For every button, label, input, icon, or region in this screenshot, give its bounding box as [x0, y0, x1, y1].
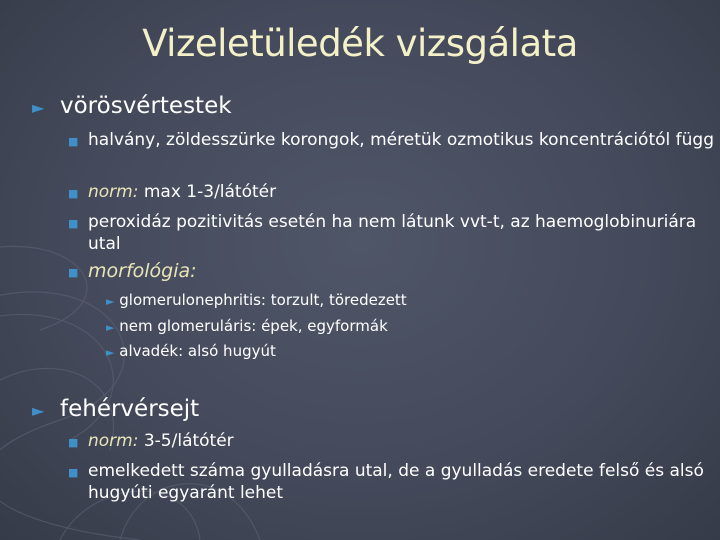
list-item: ■ norm: max 1-3/látótér: [68, 181, 716, 203]
square-bullet-icon: ■: [68, 217, 79, 230]
list-item: ■ norm: 3-5/látótér: [68, 430, 716, 452]
square-bullet-icon: ■: [68, 466, 79, 479]
slide-title: Vizeletüledék vizsgálata: [142, 22, 578, 65]
sub-list-item: ► glomerulonephritis: torzult, töredezett: [106, 291, 407, 309]
square-bullet-icon: ■: [68, 436, 79, 449]
list-item: ■ peroxidáz pozitivitás esetén ha nem látunk vvt-t, az haemoglobinuriára utal: [68, 212, 697, 254]
arrow-bullet-icon: ►: [106, 346, 115, 359]
sub-list-item: ► alvadék: alsó hugyút: [106, 342, 276, 360]
list-item: ■ halvány, zöldesszürke korongok, méretük ozmotikus koncentrációtól függ: [68, 129, 716, 151]
slide: Vizeletüledék vizsgálata ► vörösvértestek ■ halvány, zöldesszürke korongok, méretük ozmotikus koncentrációtól függ ■ norm: max 1-3/látótér ■ peroxidáz pozitivitás esetén ha nem látunk vvt-t, az haemoglobinuriára utal ■ morfológia: ► glomerulonephritis: torzult, töredezett ► nem glomeruláris: épek, egyformák ► alvadék: alsó hugyút ► fehérvérsejt ■ norm: 3-5/látótér ■ emelkedett száma gyulladásra utal, de a gyulladás eredete felső és alsó hugyúti egyaránt lehet: [0, 0, 720, 540]
square-bullet-icon: ■: [68, 135, 79, 148]
arrow-bullet-icon: ►: [32, 401, 45, 420]
arrow-bullet-icon: ►: [106, 295, 115, 308]
list-item: ■ emelkedett száma gyulladásra utal, de a gyulladás eredete felső és alsó hugyúti egyaránt lehet: [68, 461, 704, 503]
square-bullet-icon: ■: [68, 266, 79, 279]
list-item: ■ morfológia:: [68, 260, 197, 282]
sub-list-item: ► nem glomeruláris: épek, egyformák: [106, 317, 388, 335]
arrow-bullet-icon: ►: [32, 98, 45, 117]
square-bullet-icon: ■: [68, 187, 79, 200]
arrow-bullet-icon: ►: [106, 321, 115, 334]
